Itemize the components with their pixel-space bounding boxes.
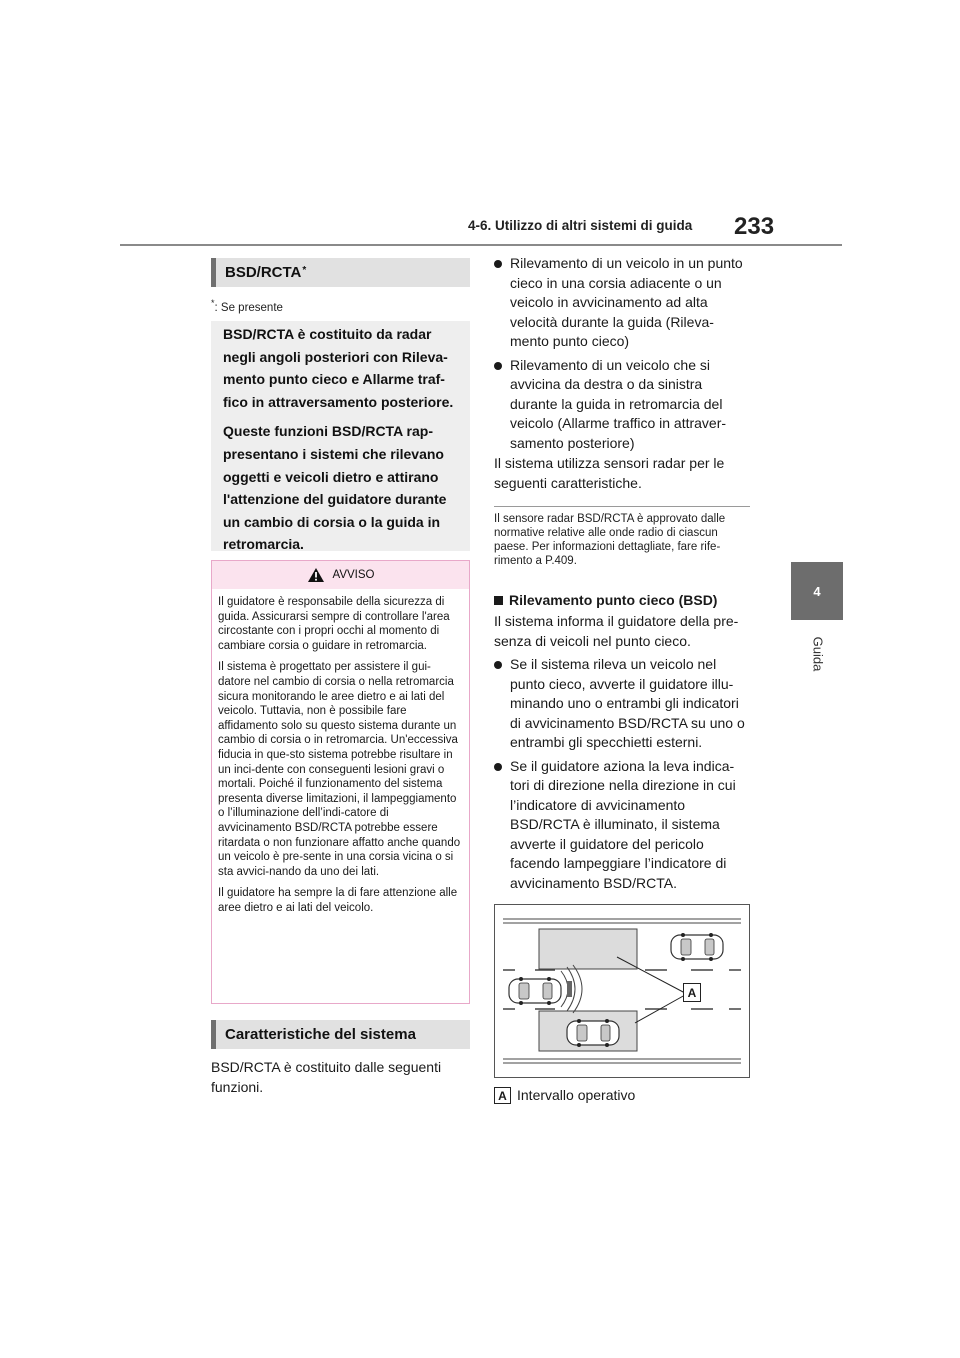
summary-paragraph-1: BSD/RCTA è costituito da radar negli angoli posteriori con Rileva-mento punto cieco e Allarme traf-fico in attraversamento posteriore. — [223, 326, 454, 410]
figure-callout: A — [683, 983, 701, 1002]
bsd-intro: Il sistema informa il guidatore della pre-senza di veicoli nel punto cieco. — [494, 613, 739, 649]
warning-box — [211, 560, 470, 1004]
chapter-label: Guida — [810, 636, 826, 672]
note-rule — [494, 506, 750, 507]
bullet-icon — [494, 362, 502, 370]
diagram-drawing — [495, 905, 749, 1077]
list-item-text: Se il sistema rileva un veicolo nel punto cieco, avverte il guidatore illu-minando uno o entrambi gli indicatori di avvicinamento BSD/RCTA su uno o entrambi gli specchietti esterni. — [510, 656, 745, 750]
summary-paragraph-2: Queste funzioni BSD/RCTA rap-presentano i sistemi che rilevano oggetti e veicoli dietro e attirano l'attenzione del guidatore durante un cambio di corsia o la guida in retromarcia. — [223, 423, 447, 553]
figure-legend — [494, 1086, 635, 1106]
section-title: 4-6. Utilizzo di altri sistemi di guida — [468, 218, 693, 233]
note-text: : Se presente — [214, 301, 283, 314]
availability-note — [211, 298, 283, 314]
warning-label: AVVISO — [332, 569, 375, 581]
list-item — [494, 757, 750, 894]
list-item-text: Rilevamento di un veicolo che si avvicina da destra o da sinistra durante la guida in retromarcia del veicolo (Allarme traffico in attraver-samento posteriore) — [510, 356, 727, 451]
chapter-label-container — [790, 630, 846, 680]
list-item-text: Se il guidatore aziona la leva indica-tori di direzione nella direzione in cui l’indicatore di avvicinamento BSD/RCTA è illuminato, il sistema avverte il guidatore del pericolo facendo lampeggiare l’indicatore di avvicinamento BSD/RCTA. — [510, 757, 736, 891]
features-intro: BSD/RCTA è costituito dalle seguenti funzioni. — [211, 1059, 442, 1095]
bullet-icon — [494, 260, 502, 268]
warning-paragraph-2: Il sistema è progettato per assistere il gui-datore nel cambio di corsia o nella retromarcia sicura monitorando le aree dietro e ai lati del veicolo. Tuttavia, non è possibile fare affidamento solo su questo sistema durante un cambio di corsia o in retromarcia. Un'eccessiva fiducia in que-sto sistema potrebbe risultare in un inci-dente con conseguenti lesioni gravi o mortali. Poiché il funzionamento del sistema presenta diverse limitazioni, il lampeggiamento o l’illuminazione dell’indi-catore di avvicinamento BSD/RCTA potrebbe essere ritardata o non funzionare affatto anche quando un veicolo è pre-sente in una corsia vicina o si sta avvici-nando da uno dei lati. — [218, 661, 461, 878]
warning-header — [212, 561, 469, 589]
header-rule — [120, 244, 842, 246]
bullet-icon — [494, 763, 502, 771]
chapter-tab — [791, 562, 843, 620]
list-item-text: Rilevamento di un veicolo in un punto cieco in una corsia adiacente o un veicolo in avvicinamento ad alta velocità durante la guida (Rileva-mento punto cieco) — [510, 255, 743, 349]
heading-bsd-rcta-text: BSD/RCTA — [225, 264, 302, 281]
square-bullet-icon — [494, 596, 503, 605]
approval-note: Il sensore radar BSD/RCTA è approvato dalle normative relative alle onde radio di ciascun paese. Per informazioni dettagliate, fare rife-rimento a P.409. — [494, 513, 726, 567]
list-item — [494, 655, 750, 753]
legend-callout: A — [494, 1087, 511, 1104]
warning-paragraph-1: Il guidatore è responsabile della sicurezza di guida. Assicurarsi sempre di controllare l'area circostante con i propri occhi al momento di cambiare corsia o guidare in retromarcia. — [218, 596, 450, 652]
heading-bsd-rcta — [211, 258, 470, 287]
bullet-icon — [494, 661, 502, 669]
legend-text: Intervallo operativo — [517, 1087, 636, 1103]
bsd-list — [494, 655, 750, 897]
summary-box — [211, 321, 470, 551]
bsd-heading — [494, 592, 717, 608]
note-mark: * — [211, 298, 215, 308]
page-number: 233 — [734, 213, 775, 240]
warning-body — [212, 589, 469, 915]
list-item — [494, 254, 750, 352]
bsd-range-diagram — [494, 904, 750, 1078]
heading-caratteristiche — [211, 1020, 470, 1049]
functions-list — [494, 254, 750, 457]
chapter-number: 4 — [813, 583, 821, 599]
heading-asterisk: * — [302, 265, 307, 276]
warning-paragraph-3: Il guidatore ha sempre la di fare attenzione alle aree dietro e ai lati del veicolo. — [218, 887, 458, 914]
heading-caratteristiche-text: Caratteristiche del sistema — [225, 1026, 416, 1043]
bsd-heading-text: Rilevamento punto cieco (BSD) — [509, 592, 718, 608]
radar-text: Il sistema utilizza sensori radar per le seguenti caratteristiche. — [494, 455, 725, 491]
list-item — [494, 356, 750, 454]
warning-triangle-icon — [307, 567, 325, 583]
